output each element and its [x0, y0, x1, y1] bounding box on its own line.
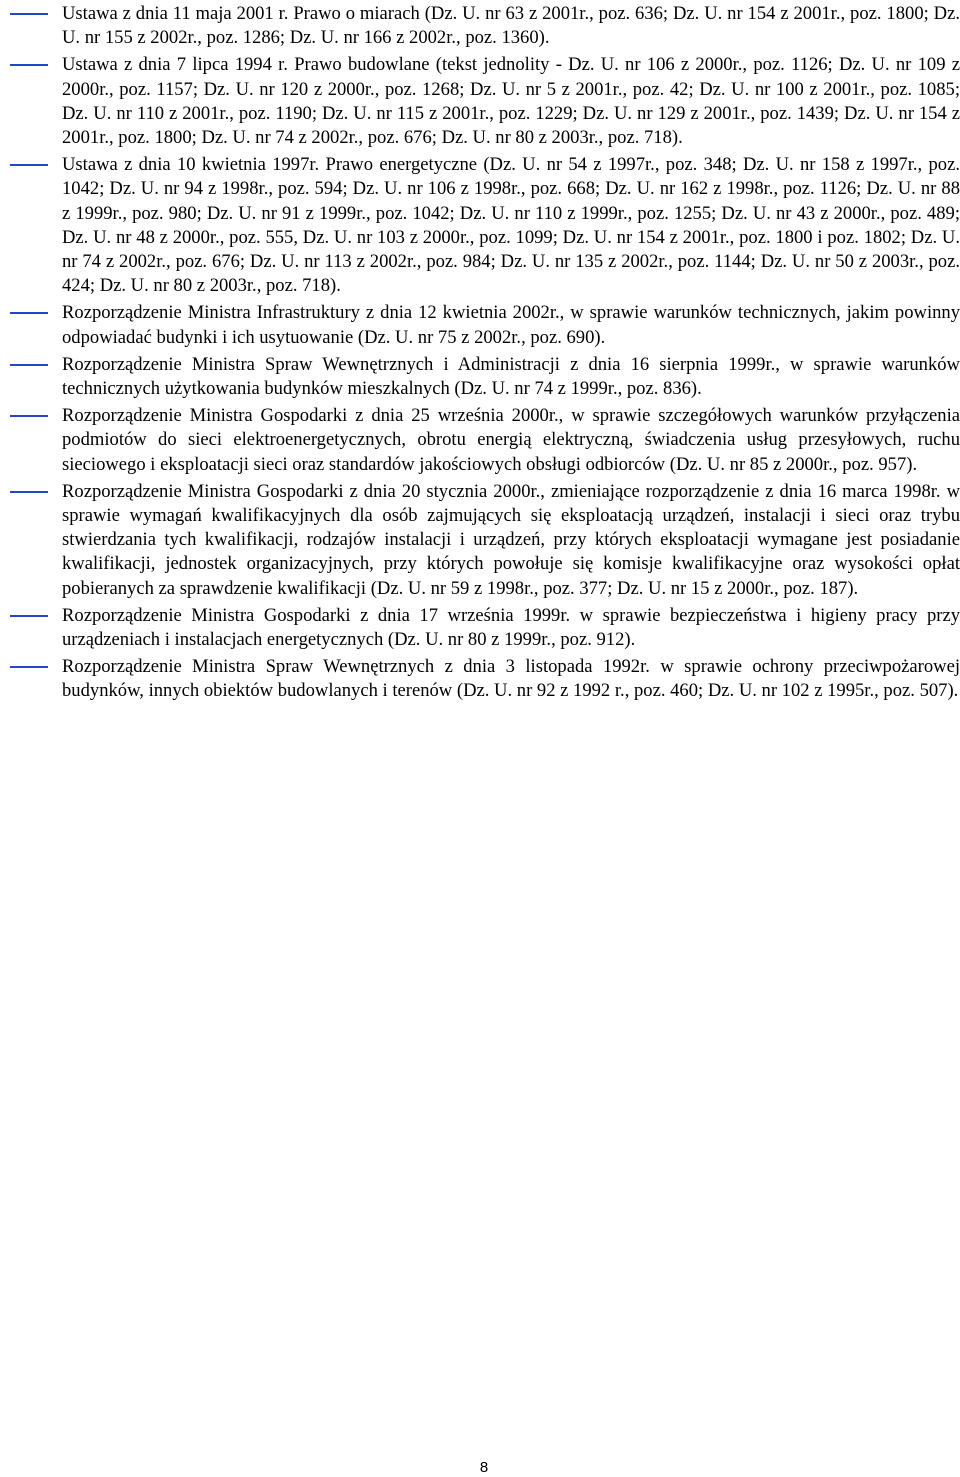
list-item	[0, 404, 960, 477]
list-item-text: Rozporządzenie Ministra Spraw Wewnętrznych z dnia 3 listopada 1992r. w sprawie ochrony przeciwpożarowej budynków, innych obiektów budowlanych i terenów (Dz. U. nr 92 z 1992 r., poz. 460; Dz. U. nr 102 z 1995r., poz. 507).	[62, 656, 960, 702]
list-item	[0, 353, 960, 401]
list-item-text: Ustawa z dnia 7 lipca 1994 r. Prawo budowlane (tekst jednolity - Dz. U. nr 106 z 2000r., poz. 1126; Dz. U. nr 109 z 2000r., poz. 1157; Dz. U. nr 120 z 2000r., poz. 1268; Dz. U. nr 5 z 2001r., poz. 42; Dz. U. nr 100 z 2001r., poz. 1085; Dz. U. nr 110 z 2001r., poz. 1190; Dz. U. nr 115 z 2001r., poz. 1229; Dz. U. nr 129 z 2001r., poz. 1439; Dz. U. nr 154 z 2001r., poz. 1800; Dz. U. nr 74 z 2002r., poz. 676; Dz. U. nr 80 z 2003r., poz. 718).	[62, 54, 960, 149]
dash-marker	[0, 153, 62, 177]
list-item-text: Rozporządzenie Ministra Gospodarki z dnia 17 września 1999r. w sprawie bezpieczeństwa i higieny pracy przy urządzeniach i instalacjach energetycznych (Dz. U. nr 80 z 1999r., poz. 912).	[62, 604, 960, 651]
list-item-text: Rozporządzenie Ministra Gospodarki z dnia 25 września 2000r., w sprawie szczegółowych warunków przyłączenia podmiotów do sieci elektroenergetycznych, obrotu energią elektryczną, świadczenia usług przesyłowych, ruchu sieciowego i eksploatacji sieci oraz standardów jakościowych obsługi odbiorców (Dz. U. nr 85 z 2000r., poz. 957).	[62, 405, 960, 475]
dash-marker	[0, 53, 62, 77]
dash-icon	[10, 615, 48, 617]
dash-marker	[0, 353, 62, 377]
list-item-text: Ustawa z dnia 11 maja 2001 r. Prawo o miarach (Dz. U. nr 63 z 2001r., poz. 636; Dz. U. nr 154 z 2001r., poz. 1800; Dz. U. nr 155 z 2002r., poz. 1286; Dz. U. nr 166 z 2002r., poz. 1360).	[62, 3, 960, 49]
dash-icon	[10, 666, 48, 668]
dash-marker	[0, 2, 62, 26]
dash-marker	[0, 301, 62, 325]
dash-icon	[10, 13, 48, 15]
dash-icon	[10, 312, 48, 314]
dash-icon	[10, 364, 48, 366]
list-item	[0, 53, 960, 150]
list-item	[0, 301, 960, 349]
list-item	[0, 2, 960, 50]
dash-marker	[0, 604, 62, 628]
reference-list	[0, 0, 960, 707]
list-item-text: Ustawa z dnia 10 kwietnia 1997r. Prawo energetyczne (Dz. U. nr 54 z 1997r., poz. 348; Dz. U. nr 158 z 1997r., poz. 1042; Dz. U. nr 94 z 1998r., poz. 594; Dz. U. nr 106 z 1998r., poz. 668; Dz. U. nr 162 z 1998r., poz. 1126; Dz. U. nr 88 z 1999r., poz. 980; Dz. U. nr 91 z 1999r., poz. 1042; Dz. U. nr 110 z 1999r., poz. 1255; Dz. U. nr 43 z 2000r., poz. 489; Dz. U. nr 48 z 2000r., poz. 555, Dz. U. nr 103 z 2000r., poz. 1099; Dz. U. nr 154 z 2001r., poz. 1800 i poz. 1802; Dz. U. nr 74 z 2002r., poz. 676; Dz. U. nr 113 z 2002r., poz. 984; Dz. U. nr 135 z 2002r., poz. 1144; Dz. U. nr 50 z 2003r., poz. 424; Dz. U. nr 80 z 2003r., poz. 718).	[62, 154, 960, 297]
list-item-text: Rozporządzenie Ministra Gospodarki z dnia 20 stycznia 2000r., zmieniające rozporządzenie z dnia 16 marca 1998r. w sprawie wymagań kwalifikacyjnych dla osób zajmujących się eksploatacją urządzeń, instalacji i sieci oraz trybu stwierdzania tych kwalifikacji, rodzajów instalacji i urządzeń, przy których eksploatacji wymagane jest posiadanie kwalifikacji, jednostek organizacyjnych, przy których powołuje się komisje kwalifikacyjne oraz wysokości opłat pobieranych za sprawdzenie kwalifikacji (Dz. U. nr 59 z 1998r., poz. 377; Dz. U. nr 15 z 2000r., poz. 187).	[62, 480, 960, 599]
dash-marker	[0, 480, 62, 504]
list-item-text: Rozporządzenie Ministra Spraw Wewnętrznych i Administracji z dnia 16 sierpnia 1999r., w sprawie warunków technicznych użytkowania budynków mieszkalnych (Dz. U. nr 74 z 1999r., poz. 836).	[62, 353, 960, 400]
dash-icon	[10, 164, 48, 166]
dash-icon	[10, 64, 48, 66]
dash-icon	[10, 415, 48, 417]
list-item	[0, 604, 960, 652]
list-item-text: Rozporządzenie Ministra Infrastruktury z dnia 12 kwietnia 2002r., w sprawie warunków technicznych, jakim powinny odpowiadać budynki i ich usytuowanie (Dz. U. nr 75 z 2002r., poz. 690).	[62, 302, 960, 348]
dash-marker	[0, 404, 62, 428]
page-number: 8	[479, 1459, 489, 1476]
list-item	[0, 153, 960, 298]
dash-icon	[10, 491, 48, 493]
list-item	[0, 480, 960, 601]
dash-marker	[0, 655, 62, 679]
list-item	[0, 655, 960, 703]
